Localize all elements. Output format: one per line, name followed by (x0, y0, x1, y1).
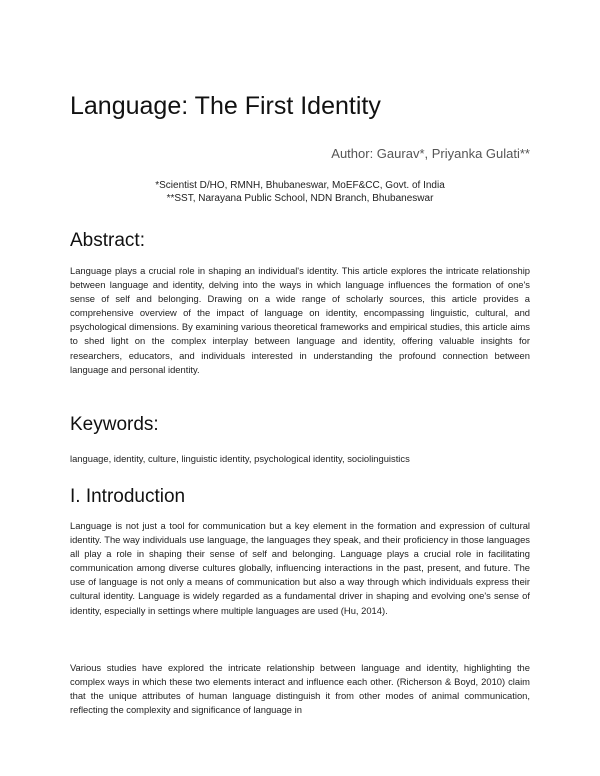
abstract-text: Language plays a crucial role in shaping an individual's identity. This article explores the intricate relationship between language and identity, delving into the ways in which language influences the formation of one's sense of self and belonging. Drawing on a wide range of scholarly sources, this article provides a comprehensive overview of the impact of language on identity, encompassing linguistic, cultural, and psychological dimensions. By examining various theoretical frameworks and empirical studies, this article aims to shed light on the complex interplay between language and identity, offering valuable insights for researchers, educators, and individuals interested in understanding the profound connection between language and personal identity. (70, 265, 530, 375)
keywords-text: language, identity, culture, linguistic identity, psychological identity, sociolinguistics (70, 453, 410, 464)
keywords-heading: Keywords: (70, 414, 159, 435)
abstract-heading: Abstract: (70, 230, 145, 251)
affiliation-1: *Scientist D/HO, RMNH, Bhubaneswar, MoEF&CC, Govt. of India (155, 180, 445, 191)
affiliation-2: **SST, Narayana Public School, NDN Branch, Bhubaneswar (166, 193, 434, 204)
author-line: Author: Gaurav*, Priyanka Gulati** (331, 146, 530, 161)
page-title: Language: The First Identity (70, 92, 381, 120)
introduction-heading: I. Introduction (70, 486, 186, 507)
introduction-paragraph-2: Various studies have explored the intricate relationship between language and identity, highlighting the complex ways in which these two elements interact and influence each other. (Richerson & Boyd, 2010) claim that the unique attributes of human language distinguish it from other modes of animal communication, reflecting the complexity and significance of language in (70, 662, 530, 716)
introduction-paragraph-1: Language is not just a tool for communication but a key element in the formation and expression of cultural identity. The way individuals use language, the languages they speak, and their proficiency in those languages all play a role in shaping their sense of self and belonging. Language plays a crucial role in facilitating communication among diverse cultures globally, influencing interactions in the past, present, and future. The use of language is not only a means of communication but also a way through which individuals express their cultural identity. Language is widely regarded as a fundamental driver in shaping and evolving one's sense of identity, especially in settings where multiple languages are used (Hu, 2014). (70, 520, 530, 616)
